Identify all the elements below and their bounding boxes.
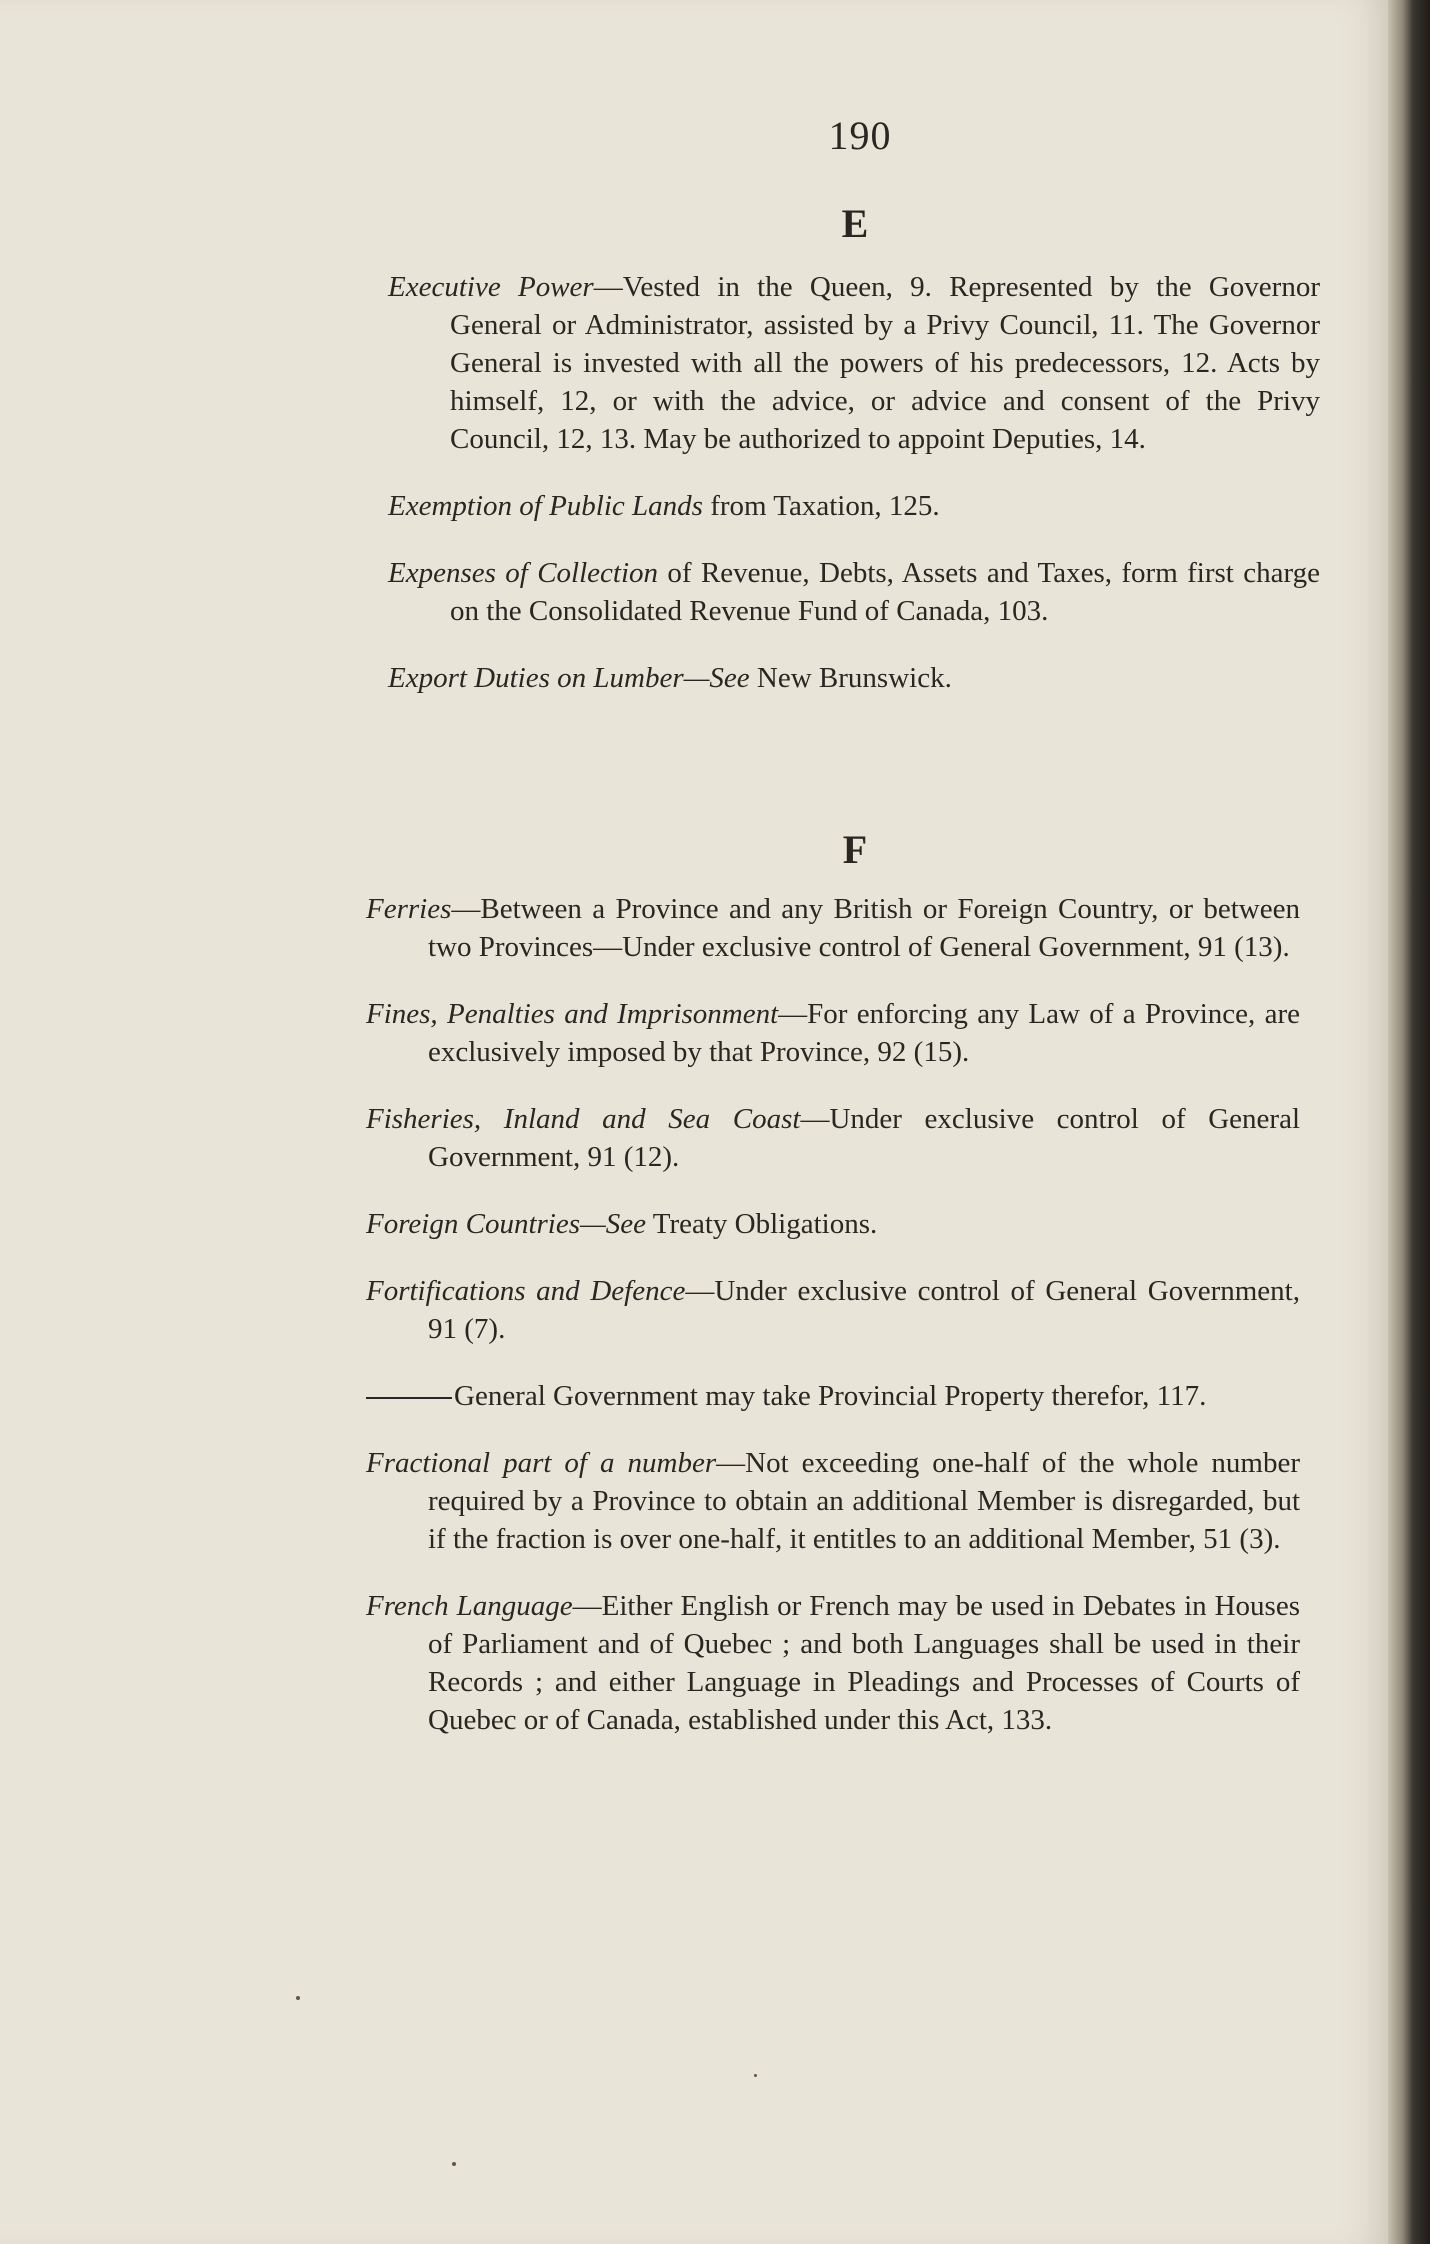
entry-text: of Revenue, Debts, Assets and Taxes, form first charge on the Consolidated Revenue Fund of Canada, 103. [450, 557, 1320, 627]
entry-term: Ferries [366, 893, 452, 925]
entry-text: Treaty Obligations. [646, 1208, 878, 1240]
entry-term: Fines, Penalties and Imprisonment [366, 998, 779, 1030]
entry-text: —Not exceeding one-half of the whole number required by a Province to obtain an additional Member is disregarded, but if the fraction is over one-half, it entitles to an additional Member, 51 (3). [428, 1447, 1301, 1555]
entry-text: —Either English or French may be used in Debates in Houses of Parliament and of Quebec ; and both Languages shall be used in their Records ; and either Language in Pleadings and Processes of Courts of Quebec or of Canada, established under this Act, 133. [428, 1590, 1301, 1736]
index-entry-expenses-of-collection [388, 554, 1320, 630]
index-entry-ferries [366, 890, 1300, 966]
page-binding-edge [1388, 0, 1430, 2244]
paper-speck [452, 2162, 456, 2166]
entry-term: Export Duties on Lumber—See [388, 662, 750, 694]
index-entry-exemption-public-lands [388, 487, 1320, 525]
index-entry-fractional-part [366, 1444, 1300, 1558]
paper-speck [754, 2074, 757, 2077]
index-entry-export-duties-lumber [388, 659, 1320, 697]
entry-text: —Under exclusive control of General Government, 91 (12). [428, 1103, 1301, 1173]
entry-term: French Language [366, 1590, 573, 1622]
index-entry-french-language [366, 1587, 1300, 1739]
entry-term: Executive Power [388, 271, 594, 303]
entry-text: —Vested in the Queen, 9. Represented by the Governor General or Administrator, assisted by a Privy Council, 11. The Governor General is invested with all the powers of his predecessors, 12. Acts by himself, 12, or with the advice, or advice and consent of the Privy Council, 12, 13. May be authorized to appoint Deputies, 14. [450, 271, 1320, 455]
section-letter-f: F [842, 827, 868, 872]
section-e-entries [388, 268, 1320, 715]
entry-term: Exemption of Public Lands [388, 490, 703, 522]
paper-speck [296, 1996, 300, 2000]
section-letter-e: E [841, 201, 869, 246]
ditto-rule [366, 1397, 452, 1399]
entry-text: from Taxation, 125. [702, 490, 940, 522]
entry-term: Fisheries, Inland and Sea Coast [366, 1103, 801, 1135]
entry-text: —Under exclusive control of General Government, 91 (7). [428, 1275, 1300, 1345]
index-entry-foreign-countries [366, 1205, 1300, 1243]
index-entry-fisheries [366, 1100, 1300, 1176]
entry-text: —Between a Province and any British or Foreign Country, or between two Provinces—Under exclusive control of General Government, 91 (13). [428, 893, 1300, 963]
index-entry-fines-penalties [366, 995, 1300, 1071]
section-f-entries [366, 890, 1300, 1757]
entry-term: Foreign Countries—See [366, 1208, 647, 1240]
index-entry-general-government-property [366, 1377, 1300, 1415]
page-number: 190 [828, 113, 892, 158]
index-entry-fortifications-defence [366, 1272, 1300, 1348]
entry-term: Fortifications and Defence [366, 1275, 686, 1307]
entry-text: —For enforcing any Law of a Province, are exclusively imposed by that Province, 92 (15). [428, 998, 1300, 1068]
entry-text: General Government may take Provincial Property therefor, 117. [454, 1380, 1207, 1412]
index-entry-executive-power [388, 268, 1320, 458]
entry-text: New Brunswick. [749, 662, 952, 694]
entry-term: Expenses of Collection [388, 557, 659, 589]
entry-term: Fractional part of a number [366, 1447, 717, 1479]
